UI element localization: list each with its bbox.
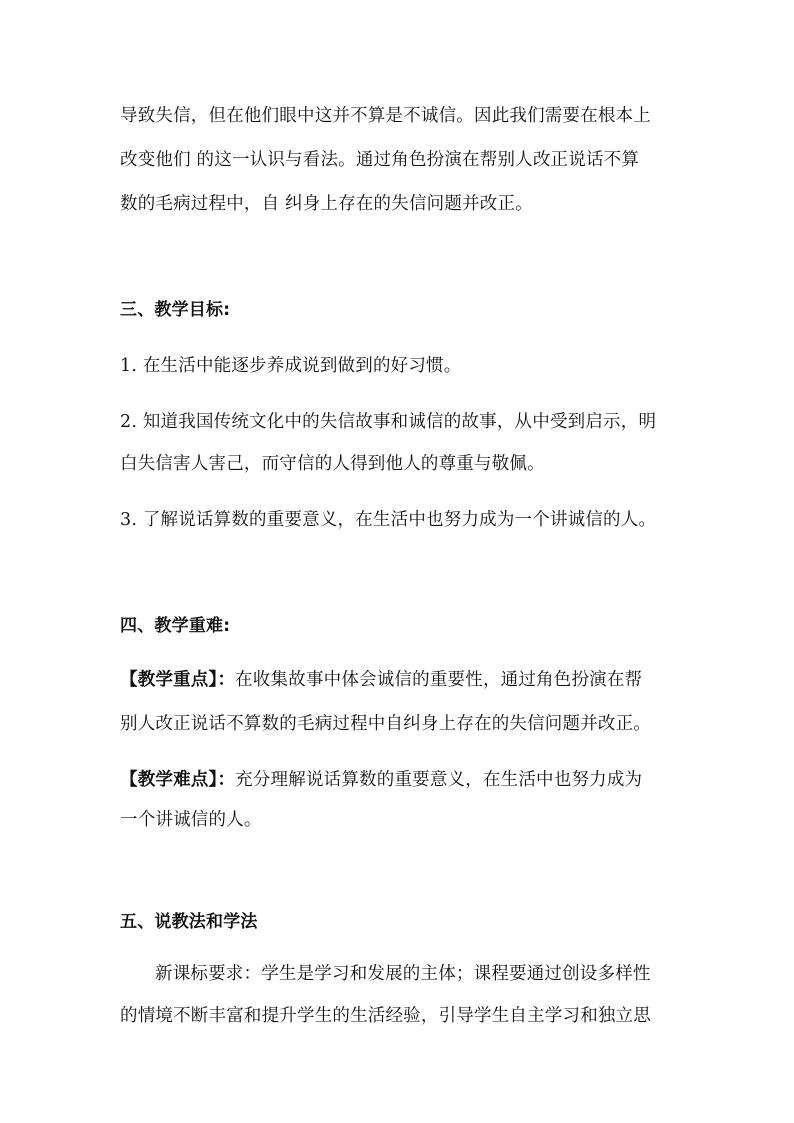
difficult-point-text: 充分理解说话算数的重要意义，在生活中也努力成为 (235, 770, 643, 790)
section3-item-2-line-1: 2. 知道我国传统文化中的失信故事和诚信的故事，从中受到启示，明 (120, 412, 657, 432)
section5-line-1: 新课标要求：学生是学习和发展的主体；课程要通过创设多样性 (155, 964, 651, 984)
section4-heading: 四、教学重难: (120, 616, 231, 636)
key-point-text: 在收集故事中体会诚信的重要性，通过角色扮演在帮 (235, 670, 643, 690)
difficult-point-label: 【教学难点】： (120, 770, 236, 790)
intro-line-3: 数的毛病过程中，自 纠身上存在的失信问题并改正。 (120, 194, 533, 214)
section5-line-2: 的情境不断丰富和提升学生的生活经验，引导学生自主学习和独立思 (120, 1006, 651, 1026)
section3-item-1: 1. 在生活中能逐步养成说到做到的好习惯。 (120, 356, 462, 376)
section3-item-3: 3. 了解说话算数的重要意义，在生活中也努力成为一个讲诚信的人。 (120, 510, 657, 530)
section4-difficult-point-line-2: 一个讲诚信的人。 (120, 810, 262, 830)
section4-key-point-line-1 (120, 668, 680, 692)
key-point-label: 【教学重点】： (120, 670, 236, 690)
section4-difficult-point-line-1 (120, 768, 680, 792)
section3-item-2-line-2: 白失信害人害己，而守信的人得到他人的尊重与敬佩。 (120, 454, 545, 474)
intro-line-1: 导致失信，但在他们眼中这并不算是不诚信。因此我们需要在根本上 (120, 106, 651, 126)
intro-line-2: 改变他们 的这一认识与看法。通过角色扮演在帮别人改正说话不算 (120, 150, 640, 170)
section5-heading: 五、说教法和学法 (120, 912, 258, 932)
section4-key-point-line-2: 别人改正说话不算数的毛病过程中自纠身上存在的失信问题并改正。 (120, 714, 651, 734)
section3-heading: 三、教学目标: (120, 300, 231, 320)
